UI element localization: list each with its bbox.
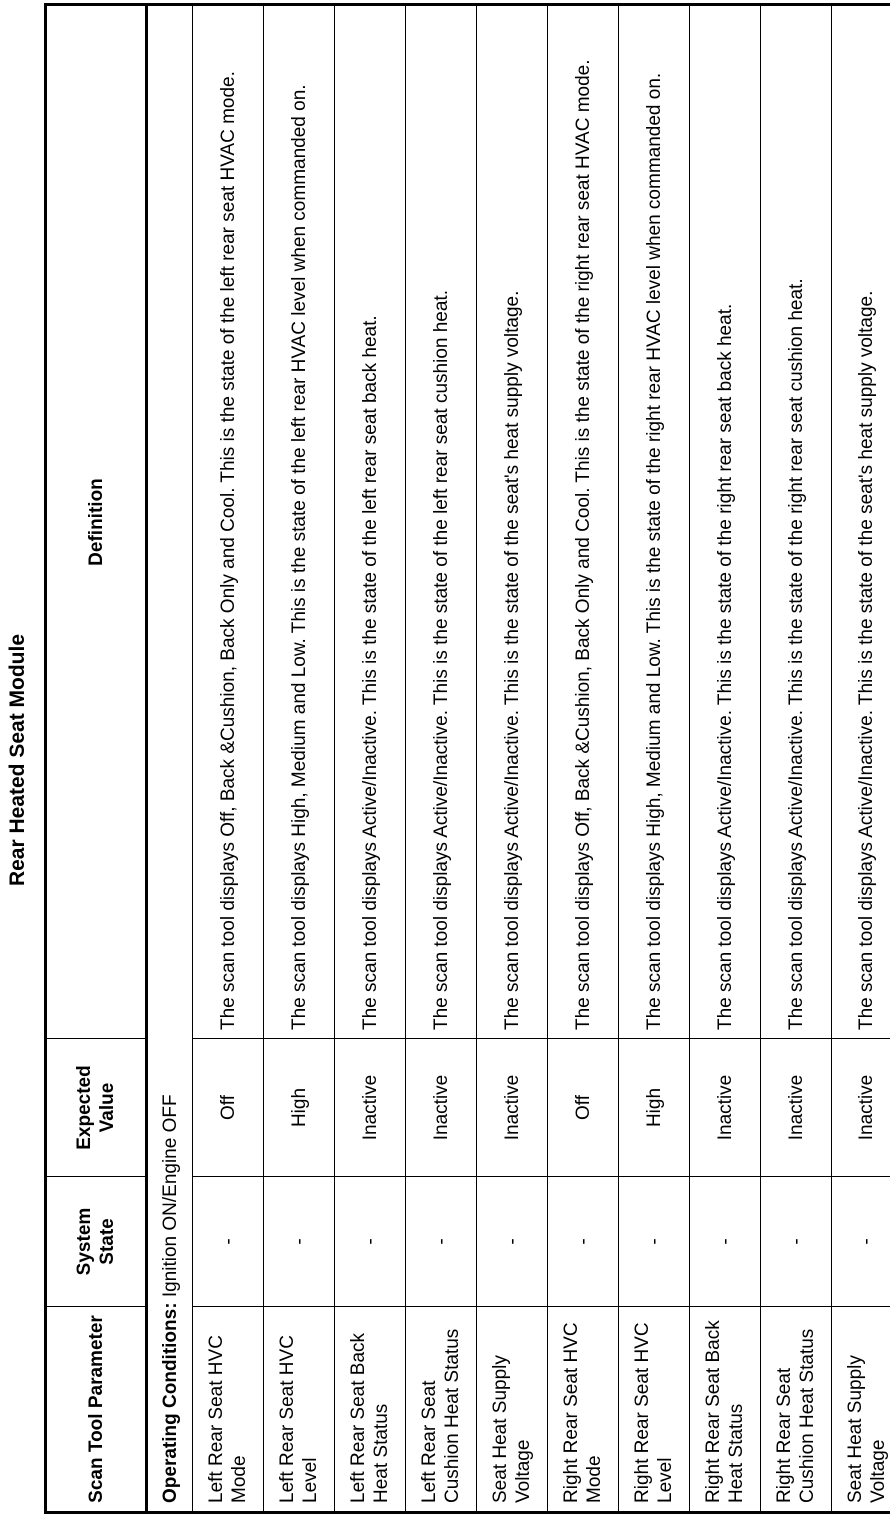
- cell-system-state: -: [619, 1177, 690, 1307]
- cell-system-state: -: [690, 1177, 761, 1307]
- cell-parameter: Left Rear Seat Back Heat Status: [335, 1307, 406, 1513]
- cell-definition: The scan tool displays Active/Inactive. This is the state of the seat's heat supply voltage.: [477, 5, 548, 1039]
- table-row: [761, 5, 832, 1513]
- cell-expected-value: Off: [193, 1039, 264, 1177]
- cell-system-state: -: [406, 1177, 477, 1307]
- page-title: Rear Heated Seat Module: [6, 633, 29, 887]
- cell-parameter: Seat Heat Supply Voltage: [832, 1307, 890, 1513]
- cell-definition: The scan tool displays High, Medium and Low. This is the state of the left rear HVAC level when commanded on.: [264, 5, 335, 1039]
- operating-conditions: [147, 5, 193, 1513]
- cell-system-state: -: [832, 1177, 890, 1307]
- cell-definition: The scan tool displays Active/Inactive. This is the state of the right rear seat cushion heat.: [761, 5, 832, 1039]
- cell-system-state: -: [548, 1177, 619, 1307]
- cell-system-state: -: [193, 1177, 264, 1307]
- cell-expected-value: High: [619, 1039, 690, 1177]
- table-row: [264, 5, 335, 1513]
- cell-expected-value: Inactive: [477, 1039, 548, 1177]
- table-row: [406, 5, 477, 1513]
- cell-parameter: Left Rear Seat HVC Mode: [193, 1307, 264, 1513]
- cell-expected-value: Off: [548, 1039, 619, 1177]
- cell-parameter: Left Rear Seat HVC Level: [264, 1307, 335, 1513]
- cell-system-state: -: [264, 1177, 335, 1307]
- table-row: [193, 5, 264, 1513]
- cell-parameter: Right Rear Seat HVC Mode: [548, 1307, 619, 1513]
- cell-expected-value: Inactive: [335, 1039, 406, 1177]
- cell-definition: The scan tool displays Active/Inactive. This is the state of the seat's heat supply voltage.: [832, 5, 890, 1039]
- cell-definition: The scan tool displays Off, Back &Cushion, Back Only and Cool. This is the state of the right rear seat HVAC mode.: [548, 5, 619, 1039]
- cell-definition: The scan tool displays Active/Inactive. This is the state of the right rear seat back heat.: [690, 5, 761, 1039]
- cell-parameter: Right Rear Seat Cushion Heat Status: [761, 1307, 832, 1513]
- table-row: [335, 5, 406, 1513]
- cell-system-state: -: [761, 1177, 832, 1307]
- operating-conditions-value: Ignition ON/Engine OFF: [159, 1094, 181, 1298]
- cell-parameter: Seat Heat Supply Voltage: [477, 1307, 548, 1513]
- cell-definition: The scan tool displays High, Medium and Low. This is the state of the right rear HVAC level when commanded on.: [619, 5, 690, 1039]
- table-row: [832, 5, 890, 1513]
- cell-definition: The scan tool displays Active/Inactive. This is the state of the left rear seat back heat.: [335, 5, 406, 1039]
- cell-expected-value: Inactive: [832, 1039, 890, 1177]
- table-row: [548, 5, 619, 1513]
- cell-expected-value: High: [264, 1039, 335, 1177]
- table-row: [477, 5, 548, 1513]
- cell-system-state: -: [477, 1177, 548, 1307]
- header-definition: Definition: [46, 5, 147, 1039]
- cell-expected-value: Inactive: [761, 1039, 832, 1177]
- header-expected-value: Expected Value: [46, 1039, 147, 1177]
- table-row: [619, 5, 690, 1513]
- cell-expected-value: Inactive: [690, 1039, 761, 1177]
- cell-definition: The scan tool displays Off, Back &Cushion, Back Only and Cool. This is the state of the left rear seat HVAC mode.: [193, 5, 264, 1039]
- parameter-table: [44, 3, 890, 1514]
- header-scan-tool-parameter: Scan Tool Parameter: [46, 1307, 147, 1513]
- table-header-row: [46, 5, 147, 1513]
- operating-conditions-label: Operating Conditions:: [159, 1302, 181, 1503]
- table-row: [690, 5, 761, 1513]
- header-system-state: System State: [46, 1177, 147, 1307]
- operating-conditions-row: [147, 5, 193, 1513]
- cell-parameter: Right Rear Seat Back Heat Status: [690, 1307, 761, 1513]
- cell-expected-value: Inactive: [406, 1039, 477, 1177]
- cell-system-state: -: [335, 1177, 406, 1307]
- cell-parameter: Right Rear Seat HVC Level: [619, 1307, 690, 1513]
- cell-parameter: Left Rear Seat Cushion Heat Status: [406, 1307, 477, 1513]
- cell-definition: The scan tool displays Active/Inactive. This is the state of the left rear seat cushion heat.: [406, 5, 477, 1039]
